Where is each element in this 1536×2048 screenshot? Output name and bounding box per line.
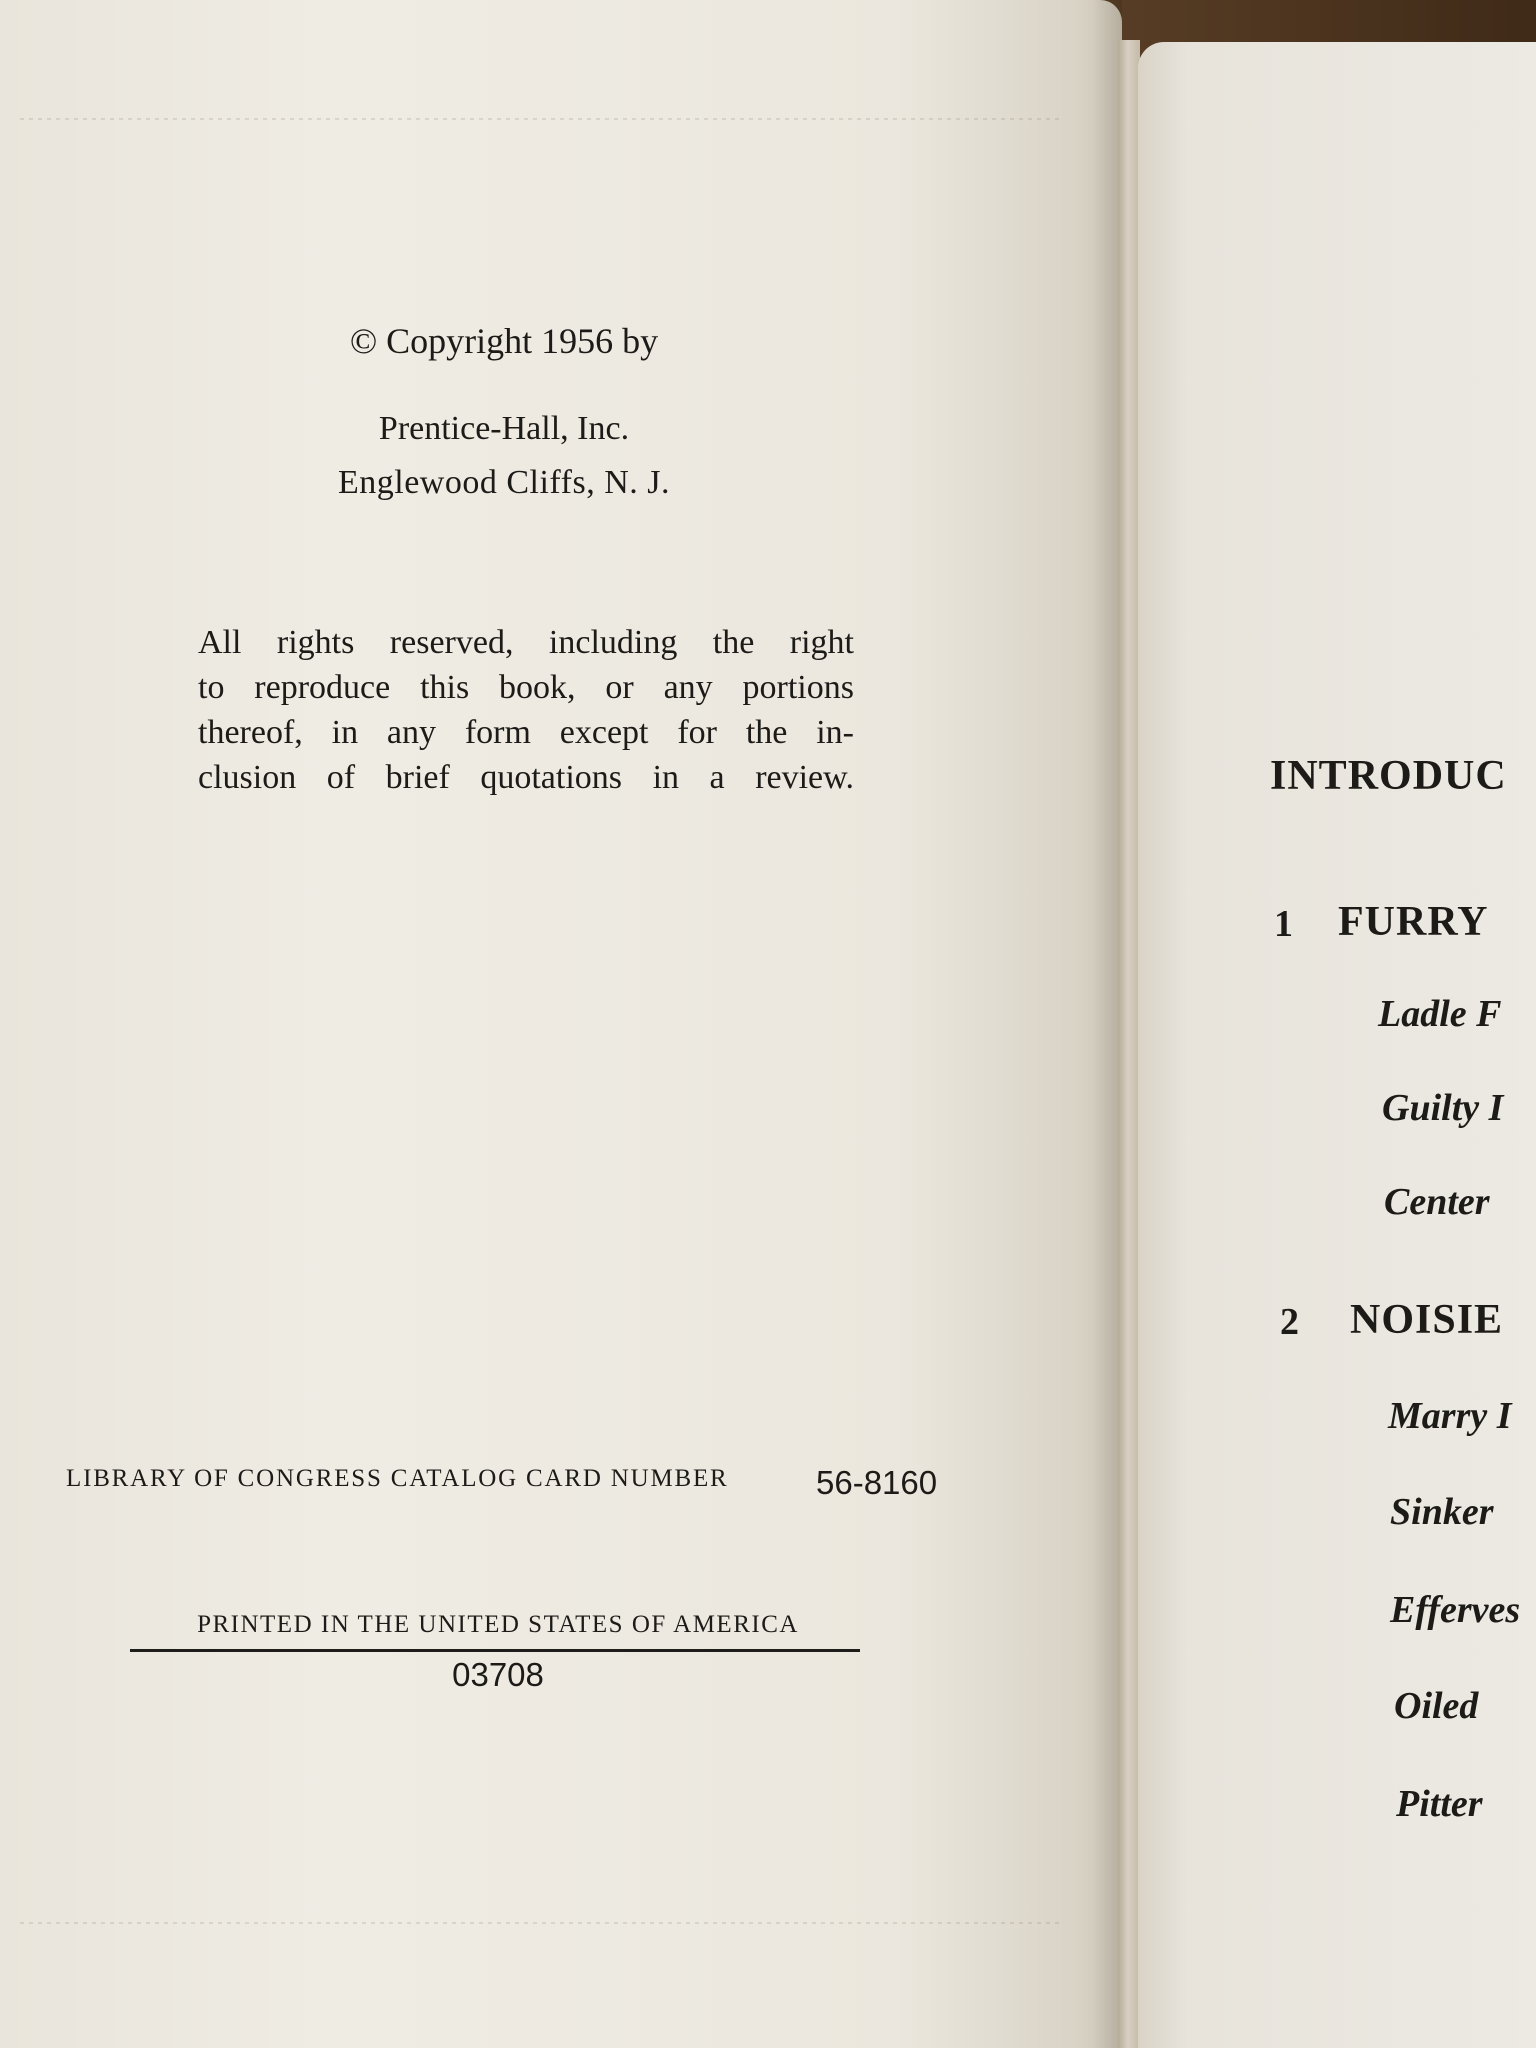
toc-section: Center [1384, 1181, 1490, 1223]
page-edge-speckle [20, 1922, 1060, 1924]
rights-line: thereof, in any form except for the in- [198, 714, 854, 751]
printed-underline [130, 1649, 860, 1652]
toc-section: Ladle F [1378, 993, 1502, 1035]
toc-chapter-number: 2 [1280, 1301, 1299, 1343]
lccn-label: LIBRARY OF CONGRESS CATALOG CARD NUMBER [66, 1465, 729, 1492]
toc-introduction: INTRODUC [1270, 753, 1507, 799]
rights-line: clusion of brief quotations in a review. [198, 759, 854, 796]
toc-chapter-title: FURRY [1338, 899, 1489, 945]
toc-section: Pitter [1396, 1783, 1483, 1825]
lccn-number: 56-8160 [816, 1464, 938, 1501]
book-gutter [1118, 40, 1140, 2048]
rights-line: All rights reserved, including the right [198, 624, 854, 661]
copyright-notice: © Copyright 1956 by [349, 321, 659, 361]
toc-section: Marry I [1388, 1395, 1512, 1437]
toc-chapter-title: NOISIE [1350, 1297, 1504, 1343]
publisher-name: Prentice-Hall, Inc. [378, 410, 630, 447]
printed-in-notice: PRINTED IN THE UNITED STATES OF AMERICA [197, 1611, 799, 1638]
rights-statement [198, 620, 854, 800]
toc-section: Guilty I [1382, 1087, 1504, 1129]
toc-chapter-number: 1 [1274, 903, 1293, 945]
toc-section: Sinker [1390, 1491, 1494, 1533]
toc-section: Oiled [1394, 1685, 1479, 1727]
contents-page [1138, 42, 1536, 2048]
publisher-location: Englewood Cliffs, N. J. [338, 464, 670, 501]
print-code: 03708 [452, 1656, 544, 1693]
page-edge-speckle [20, 118, 1060, 120]
toc-section: Efferves [1390, 1589, 1521, 1631]
rights-line: to reproduce this book, or any portions [198, 669, 854, 706]
